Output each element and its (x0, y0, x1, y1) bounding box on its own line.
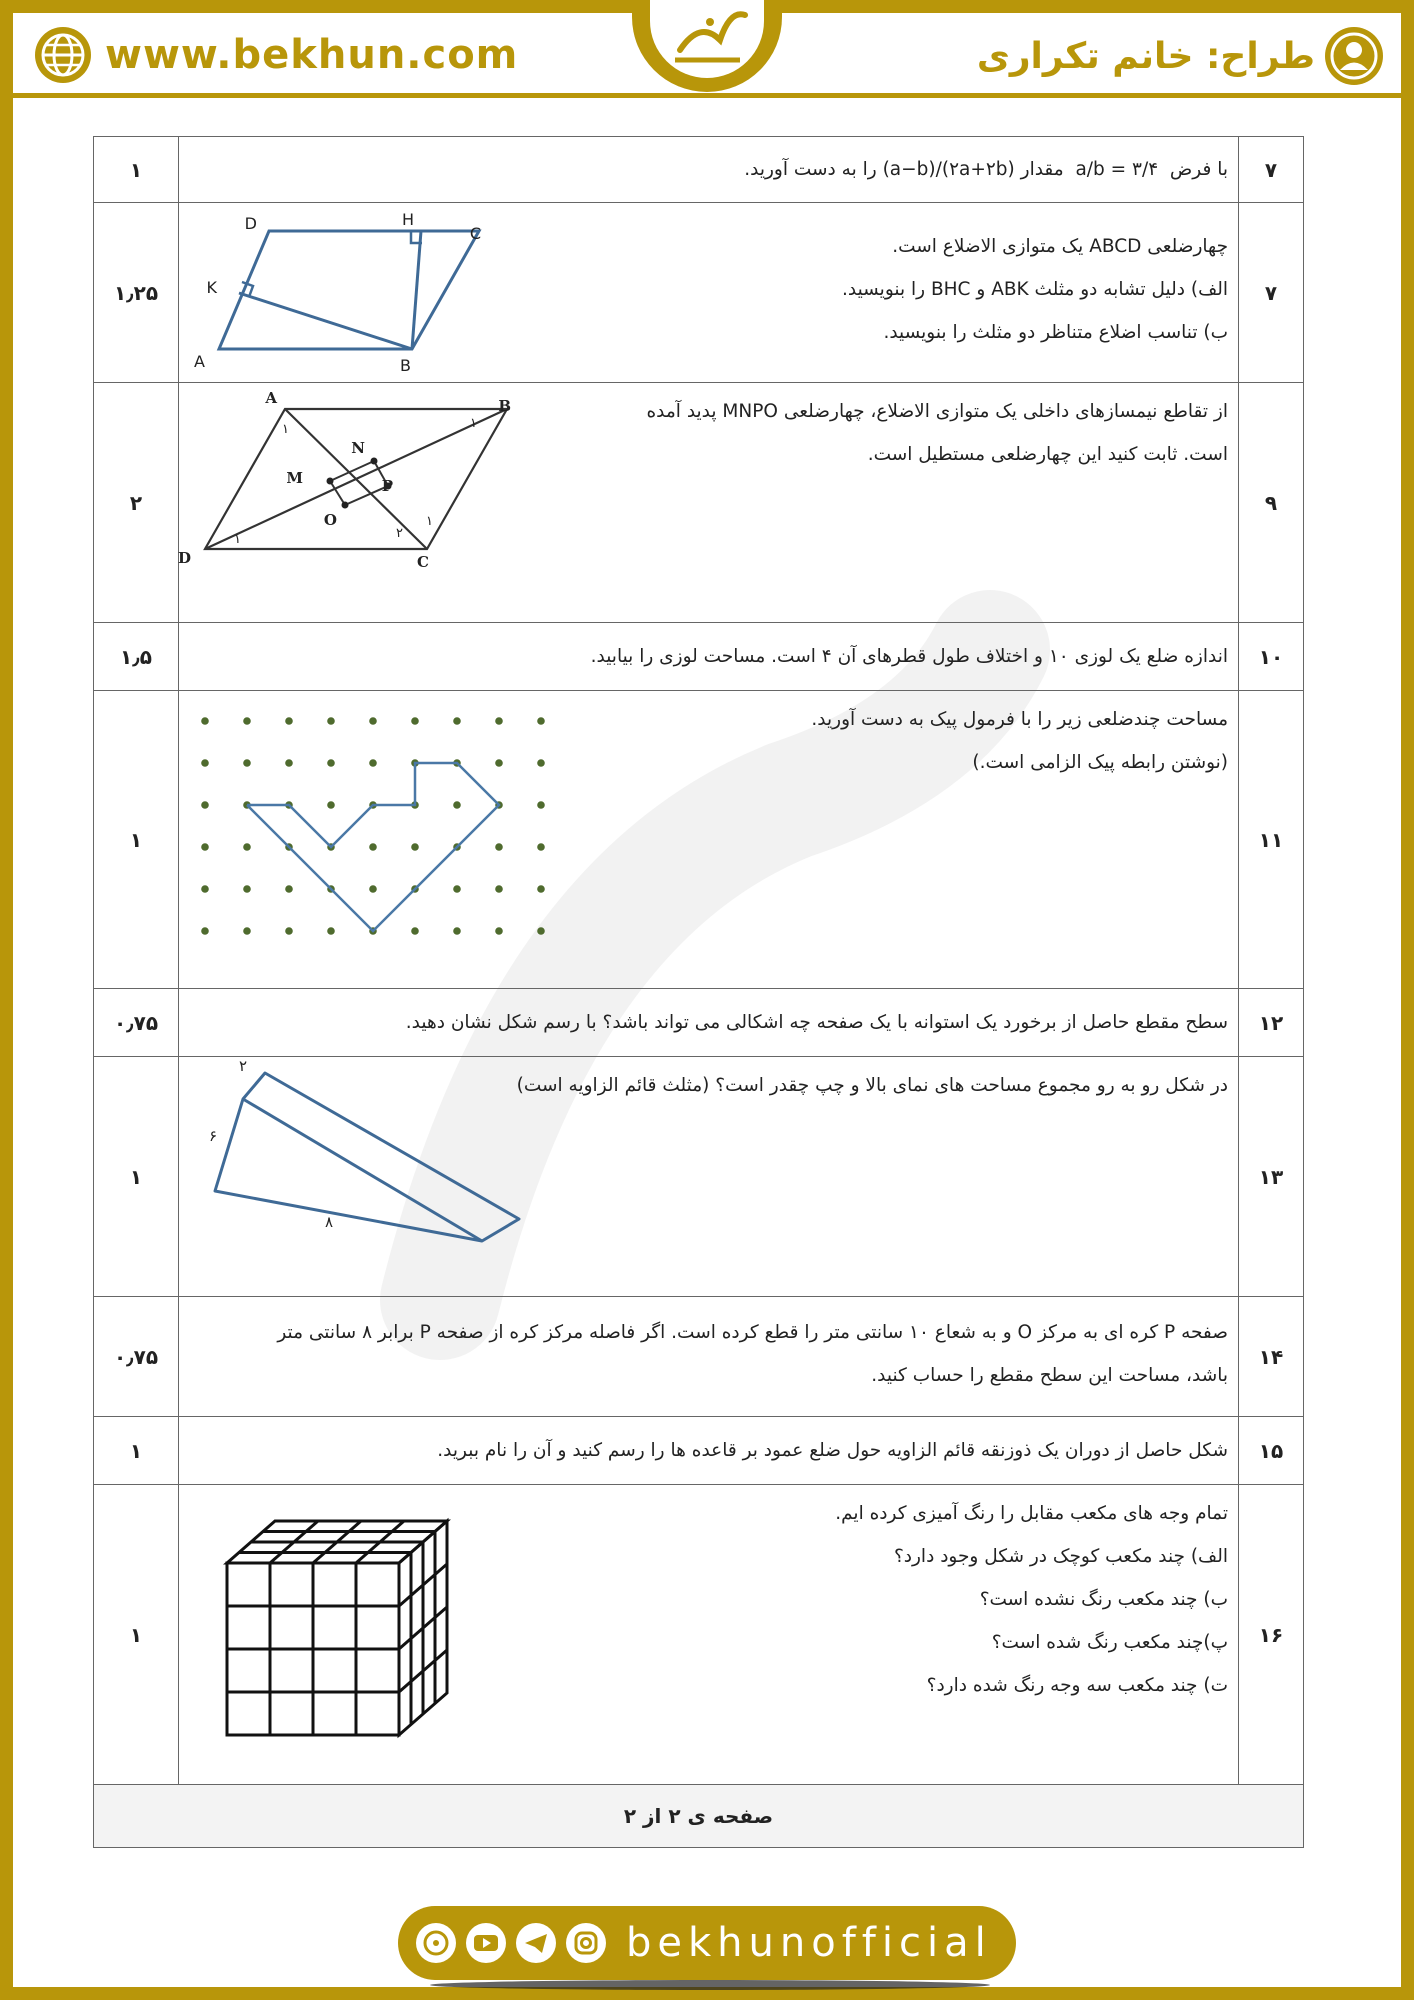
svg-text:۱: ۱ (426, 514, 433, 529)
user-icon (1325, 27, 1383, 85)
grid-dot (495, 927, 503, 935)
aparat-icon[interactable] (416, 1923, 456, 1963)
question-score: ۱ (94, 691, 179, 989)
designer-label (977, 27, 1383, 85)
question-score: ۱ (94, 1417, 179, 1485)
question-row (94, 137, 1304, 203)
cube-figure (219, 1515, 469, 1755)
question-score: ۰٫۷۵ (94, 989, 179, 1057)
grid-dot (411, 927, 419, 935)
grid-dot (411, 717, 419, 725)
grid-dot (453, 927, 461, 935)
svg-text:N: N (351, 439, 365, 457)
question-text: تمام وجه های مکعب مقابل را رنگ آمیزی کرده ایم. الف) چند مکعب کوچک در شکل وجود دارد؟ ب) چند مکعب رنگ نشده است؟ پ)چند مکعب رنگ شده است؟ ت) چند مکعب سه وجه رنگ شده دارد؟ (179, 1485, 1239, 1785)
svg-text:B: B (498, 397, 511, 415)
grid-dot (495, 885, 503, 893)
question-number: ۱۰ (1239, 623, 1304, 691)
question-row (94, 1057, 1304, 1297)
svg-text:O: O (323, 511, 337, 529)
page-footer-row (94, 1785, 1304, 1848)
grid-dot (537, 843, 545, 851)
website-text: www.bekhun.com (105, 32, 519, 78)
grid-dot (453, 801, 461, 809)
question-row (94, 1297, 1304, 1417)
page-number: صفحه ی ۲ از ۲ (94, 1785, 1304, 1848)
svg-text:۸: ۸ (324, 1213, 333, 1231)
svg-text:۱: ۱ (282, 422, 289, 437)
questions-table (93, 136, 1304, 1848)
svg-text:D: D (177, 549, 191, 567)
question-text: با فرض ⁣ a/b = ۳/۴ ⁣ مقدار (۲a+۲b)/(a−b) را به دست آورید. (179, 137, 1239, 203)
question-score: ۱ (94, 137, 179, 203)
grid-dot (537, 885, 545, 893)
question-text: شکل حاصل از دوران یک ذوزنقه قائم الزاویه حول ضلع عمود بر قاعده ها را رسم کنید و آن را نام ببرید. (179, 1417, 1239, 1485)
youtube-icon[interactable] (466, 1923, 506, 1963)
grid-dot (285, 759, 293, 767)
svg-text:۲: ۲ (396, 526, 403, 541)
grid-dot (285, 885, 293, 893)
question-text: مساحت چندضلعی زیر را با فرمول پیک به دست آورید. (نوشتن رابطه پیک الزامی است.) (179, 691, 1239, 989)
pick-polygon-figure (199, 721, 559, 971)
question-score: ۱٫۲۵ (94, 203, 179, 383)
grid-dot (243, 843, 251, 851)
question-number: ۱۳ (1239, 1057, 1304, 1297)
svg-text:P: P (381, 477, 393, 495)
question-row (94, 203, 1304, 383)
grid-dot (369, 759, 377, 767)
svg-text:۱: ۱ (470, 416, 477, 431)
grid-dot (537, 927, 545, 935)
grid-dot (285, 717, 293, 725)
question-number: ۱۵ (1239, 1417, 1304, 1485)
grid-dot (201, 927, 209, 935)
grid-dot (243, 885, 251, 893)
grid-dot (327, 927, 335, 935)
grid-dot (369, 843, 377, 851)
grid-dot (495, 843, 503, 851)
grid-dot (369, 717, 377, 725)
grid-dot (243, 759, 251, 767)
grid-dot (327, 717, 335, 725)
svg-text:۲: ۲ (238, 1057, 247, 1075)
telegram-icon[interactable] (516, 1923, 556, 1963)
globe-icon (35, 27, 91, 83)
grid-dot (327, 801, 335, 809)
grid-dot (369, 885, 377, 893)
svg-text:K: K (206, 278, 217, 297)
question-text: صفحه P کره ای به مرکز O و به شعاع ۱۰ سانتی متر را قطع کرده است. اگر فاصله مرکز کره از صفحه P برابر ۸ سانتی متر باشد، مساحت این سطح مقطع را حساب کنید. (179, 1297, 1239, 1417)
grid-dot (453, 717, 461, 725)
question-score: ۱٫۵ (94, 623, 179, 691)
question-score: ۲ (94, 383, 179, 623)
svg-text:C: C (469, 224, 481, 243)
social-bar-shadow (430, 1980, 990, 1990)
svg-text:M: M (286, 469, 303, 487)
grid-dot (201, 801, 209, 809)
grid-dot (495, 717, 503, 725)
question-score: ۱ (94, 1485, 179, 1785)
question-number: ۱۱ (1239, 691, 1304, 989)
grid-dot (243, 717, 251, 725)
grid-dot (411, 843, 419, 851)
question-number: ۱۲ (1239, 989, 1304, 1057)
svg-text:B: B (400, 356, 411, 375)
grid-dot (201, 759, 209, 767)
grid-dot (537, 801, 545, 809)
designer-text: طراح: خانم تکراری (976, 35, 1315, 77)
grid-dot (243, 927, 251, 935)
svg-text:A: A (194, 352, 205, 371)
question-score: ۱ (94, 1057, 179, 1297)
question-row (94, 383, 1304, 623)
svg-text:C: C (417, 553, 429, 571)
social-handle: bekhunofficial (626, 1920, 992, 1966)
question-score: ۰٫۷۵ (94, 1297, 179, 1417)
svg-text:۶: ۶ (208, 1127, 217, 1145)
question-text: در شکل رو به رو مجموع مساحت های نمای بالا و چپ چقدر است؟ (مثلث قائم الزاویه است) ۲ ۶ ۸ (179, 1057, 1239, 1297)
website-link[interactable] (35, 27, 518, 83)
question-row (94, 691, 1304, 989)
question-text: چهارضلعی ABCD یک متوازی الاضلاع است. الف) دلیل تشابه دو مثلث ABK و BHC را بنویسید. ب) تناسب اضلاع متناظر دو مثلث را بنویسید. D H C K A B (179, 203, 1239, 383)
question-number: ۱۶ (1239, 1485, 1304, 1785)
question-text: سطح مقطع حاصل از برخورد یک استوانه با یک صفحه چه اشکالی می تواند باشد؟ با رسم شکل نشان دهید. (179, 989, 1239, 1057)
grid-dot (537, 717, 545, 725)
question-row (94, 1417, 1304, 1485)
grid-dot (201, 885, 209, 893)
svg-text:H: H (401, 210, 414, 229)
question-number: ۹ (1239, 383, 1304, 623)
grid-dot (495, 759, 503, 767)
wedge-figure (199, 1059, 529, 1259)
question-number: ۱۴ (1239, 1297, 1304, 1417)
grid-dot (201, 843, 209, 851)
grid-dot (201, 717, 209, 725)
svg-text:D: D (244, 214, 257, 233)
question-row (94, 989, 1304, 1057)
question-row (94, 623, 1304, 691)
instagram-icon[interactable] (566, 1923, 606, 1963)
social-bar (398, 1906, 1016, 1980)
svg-text:۱: ۱ (234, 532, 241, 547)
question-number: ۷ (1239, 203, 1304, 383)
question-text: اندازه ضلع یک لوزی ۱۰ و اختلاف طول قطرهای آن ۴ است. مساحت لوزی را بیابید. (179, 623, 1239, 691)
grid-dot (285, 927, 293, 935)
question-text: از تقاطع نیمسازهای داخلی یک متوازی الاضلاع، چهارضلعی MNPO پدید آمده است. ثابت کنید این چهارضلعی مستطیل است. A B C D M N P O ۱ ۱ ۱ ۱ ۲ (179, 383, 1239, 623)
svg-text:A: A (265, 389, 277, 407)
grid-dot (453, 885, 461, 893)
parallelogram-figure (189, 207, 489, 377)
grid-dot (537, 759, 545, 767)
question-number: ۷ (1239, 137, 1304, 203)
grid-dot (327, 759, 335, 767)
bisector-parallelogram-figure (177, 385, 535, 585)
question-row (94, 1485, 1304, 1785)
